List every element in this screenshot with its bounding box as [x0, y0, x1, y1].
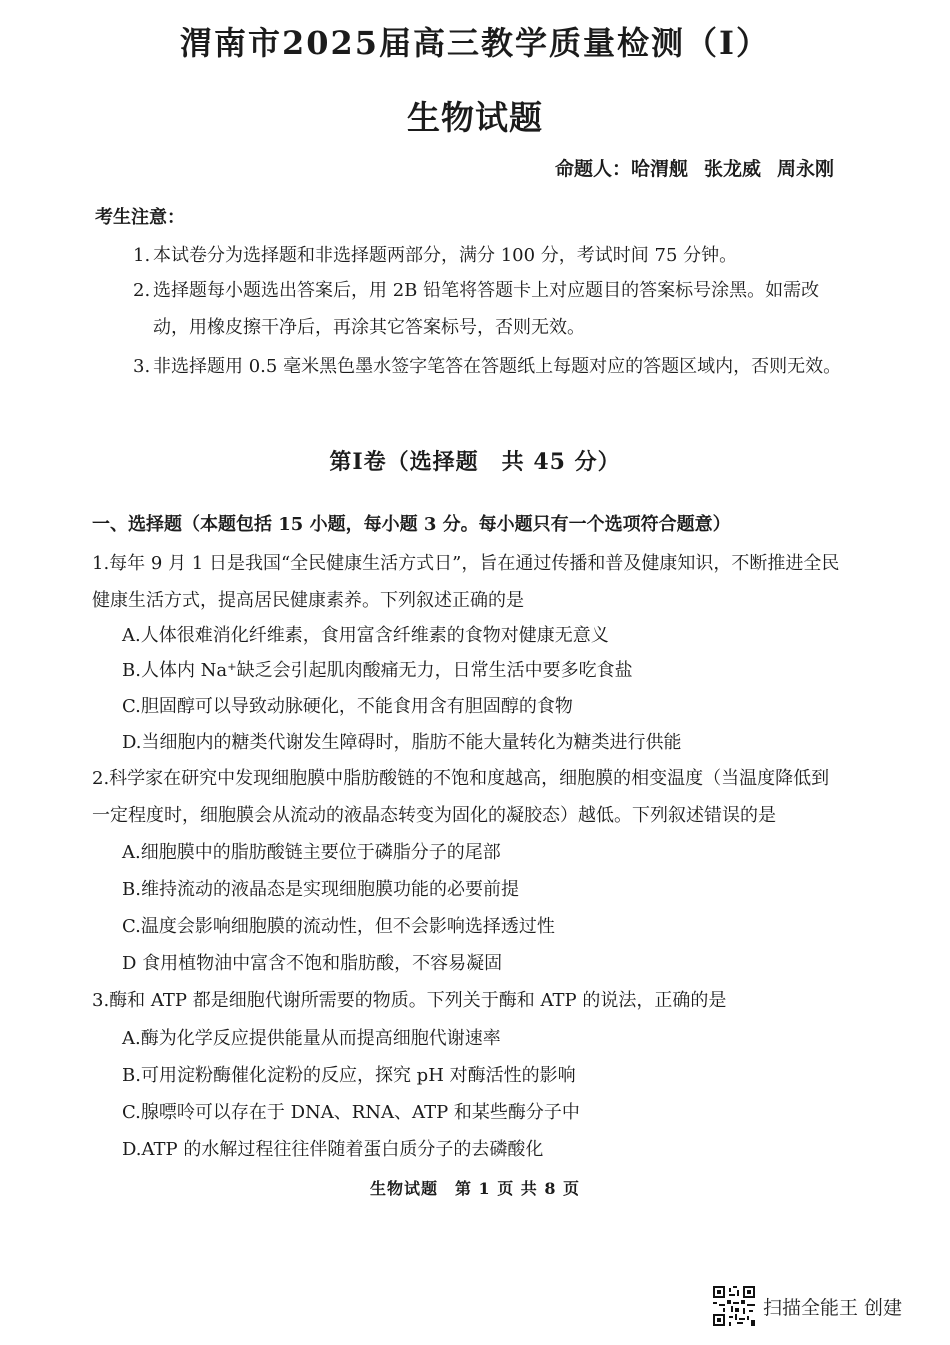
watermark-text: 扫描全能王 创建: [763, 1296, 903, 1319]
notice-heading: 考生注意：: [95, 207, 185, 228]
question-1-option-d: D.当细胞内的糖类代谢发生障碍时，脂肪不能大量转化为糖类进行供能: [122, 732, 682, 753]
question-2-stem: 2.科学家在研究中发现细胞膜中脂肪酸链的不饱和度越高，细胞膜的相变温度（当温度降低到一定程度时，细胞膜会从流动的液晶态转变为固化的凝胶态）越低。下列叙述错误的是: [92, 768, 830, 826]
notice-item-text: 本试卷分为选择题和非选择题两部分，满分 100 分，考试时间 75 分钟。: [153, 245, 738, 266]
question-2-option-d: D 食用植物油中富含不饱和脂肪酸，不容易凝固: [122, 953, 503, 974]
notice-item-number: 1.: [133, 245, 151, 266]
exam-title: 渭南市2025届高三教学质量检测（Ⅰ）: [179, 24, 771, 62]
authors-line: [555, 154, 850, 181]
question-1-option-c: C.胆固醇可以导致动脉硬化，不能食用含有胆固醇的食物: [122, 696, 573, 717]
scanner-watermark: [713, 1286, 902, 1326]
question-3-option-c: C.腺嘌呤可以存在于 DNA、RNA、ATP 和某些酶分子中: [122, 1102, 580, 1123]
notice-item: [133, 272, 848, 346]
author-3: 周永刚: [777, 158, 835, 180]
question-2-option-c: C.温度会影响细胞膜的流动性，但不会影响选择透过性: [122, 916, 555, 937]
subject-title: 生物试题: [407, 98, 543, 137]
notice-item: [133, 348, 848, 385]
author-2: 张龙威: [704, 158, 762, 180]
notice-item-number: 3.: [133, 356, 151, 377]
question-3-option-b: B.可用淀粉酶催化淀粉的反应，探究 pH 对酶活性的影响: [122, 1065, 576, 1086]
question-2-option-a: A.细胞膜中的脂肪酸链主要位于磷脂分子的尾部: [122, 842, 501, 863]
page-footer: 生物试题 第 1 页 共 8 页: [369, 1179, 581, 1198]
notice-item-text: 非选择题用 0.5 毫米黑色墨水签字笔答在答题纸上每题对应的答题区域内，否则无效。: [153, 356, 842, 377]
question-2-option-b: B.维持流动的液晶态是实现细胞膜功能的必要前提: [122, 879, 519, 900]
qr-code-icon: [713, 1286, 755, 1326]
notice-item: [133, 237, 848, 274]
question-3-option-a: A.酶为化学反应提供能量从而提高细胞代谢速率: [122, 1028, 501, 1049]
question-1-stem: 1.每年 9 月 1 日是我国“全民健康生活方式日”，旨在通过传播和普及健康知识，不断推进全民健康生活方式，提高居民健康素养。下列叙述正确的是: [92, 553, 840, 611]
notice-item-number: 2.: [133, 280, 151, 301]
part-heading: 第Ⅰ卷（选择题 共 45 分）: [329, 449, 621, 475]
question-1-option-a: A.人体很难消化纤维素，食用富含纤维素的食物对健康无意义: [122, 625, 609, 646]
author-1: 命题人：哈渭舰: [555, 158, 689, 180]
question-3-option-d: D.ATP 的水解过程往往伴随着蛋白质分子的去磷酸化: [122, 1139, 544, 1160]
question-1-option-b: B.人体内 Na⁺缺乏会引起肌肉酸痛无力，日常生活中要多吃食盐: [122, 660, 633, 681]
question-3-stem: 3.酶和 ATP 都是细胞代谢所需要的物质。下列关于酶和 ATP 的说法，正确的是: [92, 990, 727, 1011]
notice-item-text: 选择题每小题选出答案后，用 2B 铅笔将答题卡上对应题目的答案标号涂黑。如需改动，用橡皮擦干净后，再涂其它答案标号，否则无效。: [153, 280, 820, 338]
section-heading: 一、选择题（本题包括 15 小题，每小题 3 分。每小题只有一个选项符合题意）: [92, 514, 731, 535]
